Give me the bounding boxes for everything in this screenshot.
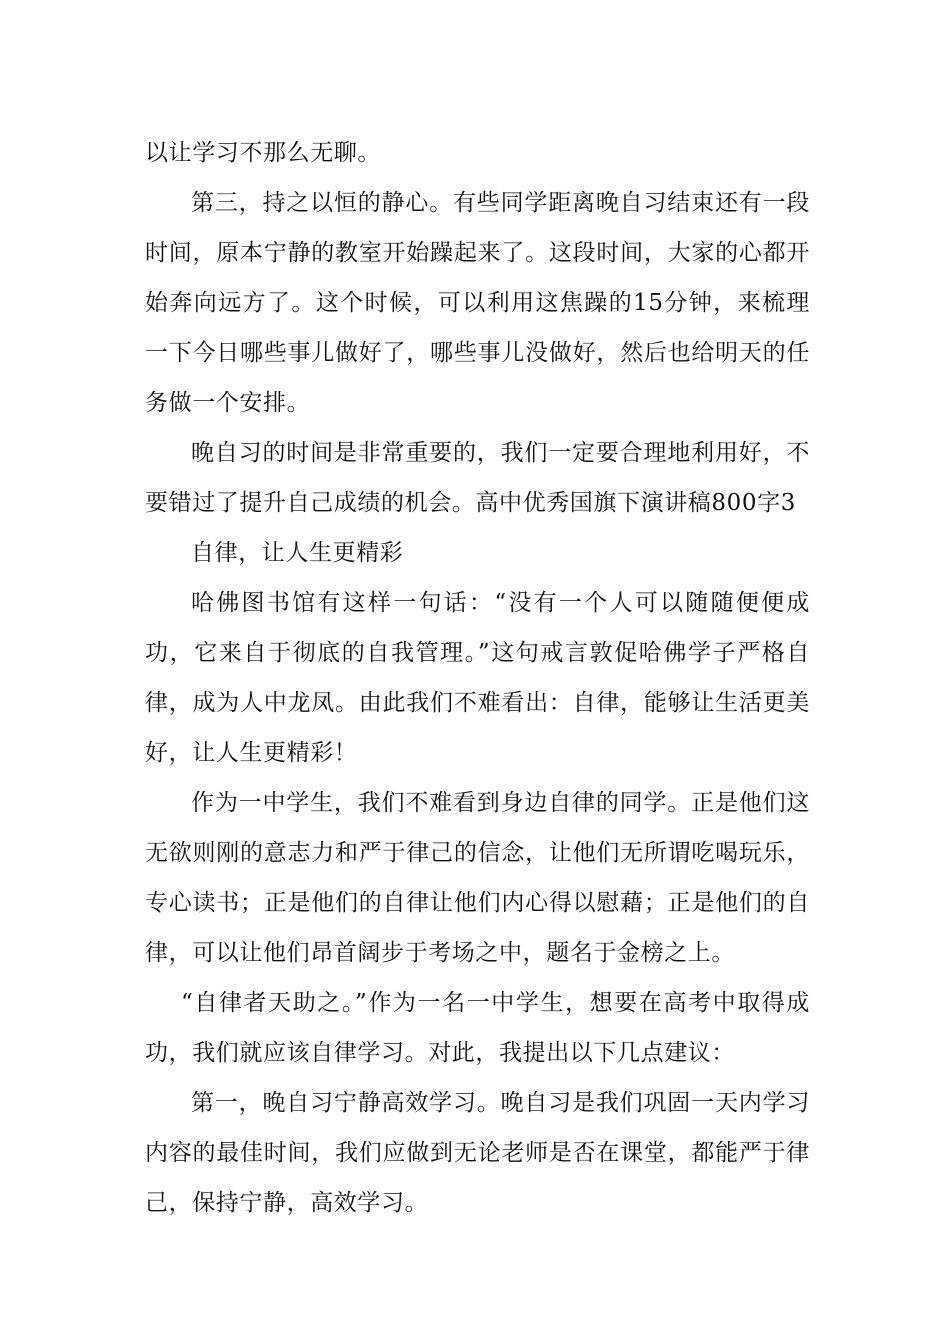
speech-title: 自律，让人生更精彩 (191, 540, 404, 566)
paragraph-third-point: 第三，持之以恒的静心。有些同学距离晚自习结束还有一段时间，原本宁静的教室开始躁起来了。这段时间，大家的心都开始奔向远方了。这个时候，可以利用这焦躁的15分钟，来梳理一下今日哪些事儿做好了，哪些事儿没做好，然后也给明天的任务做一个安排。 (145, 190, 810, 416)
paragraph-continuation: 以让学习不那么无聊。 (145, 140, 381, 166)
paragraph-first-suggestion: 第一，晚自习宁静高效学习。晚自习是我们巩固一天内学习内容的最佳时间，我们应做到无论老师是否在课堂，都能严于律己，保持宁静，高效学习。 (145, 1090, 810, 1216)
document-body (145, 128, 810, 1228)
paragraph-classmates: 作为一中学生，我们不难看到身边自律的同学。正是他们这无欲则刚的意志力和严于律己的信念，让他们无所谓吃喝玩乐，专心读书；正是他们的自律让他们内心得以慰藉；正是他们的自律，可以让他们昂首阔步于考场之中，题名于金榜之上。 (145, 790, 810, 966)
paragraph-harvard-quote: 哈佛图书馆有这样一句话：“没有一个人可以随随便便成功，它来自于彻底的自我管理。”这句戒言敦促哈佛学子严格自律，成为人中龙凤。由此我们不难看出：自律，能够让生活更美好，让人生更精彩！ (145, 590, 810, 766)
paragraph-proverb: “自律者天助之。”作为一名一中学生，想要在高考中取得成功，我们就应该自律学习。对此，我提出以下几点建议： (145, 990, 810, 1066)
paragraph-conclusion: 晚自习的时间是非常重要的，我们一定要合理地利用好，不要错过了提升自己成绩的机会。高中优秀国旗下演讲稿800字3 (145, 440, 810, 516)
